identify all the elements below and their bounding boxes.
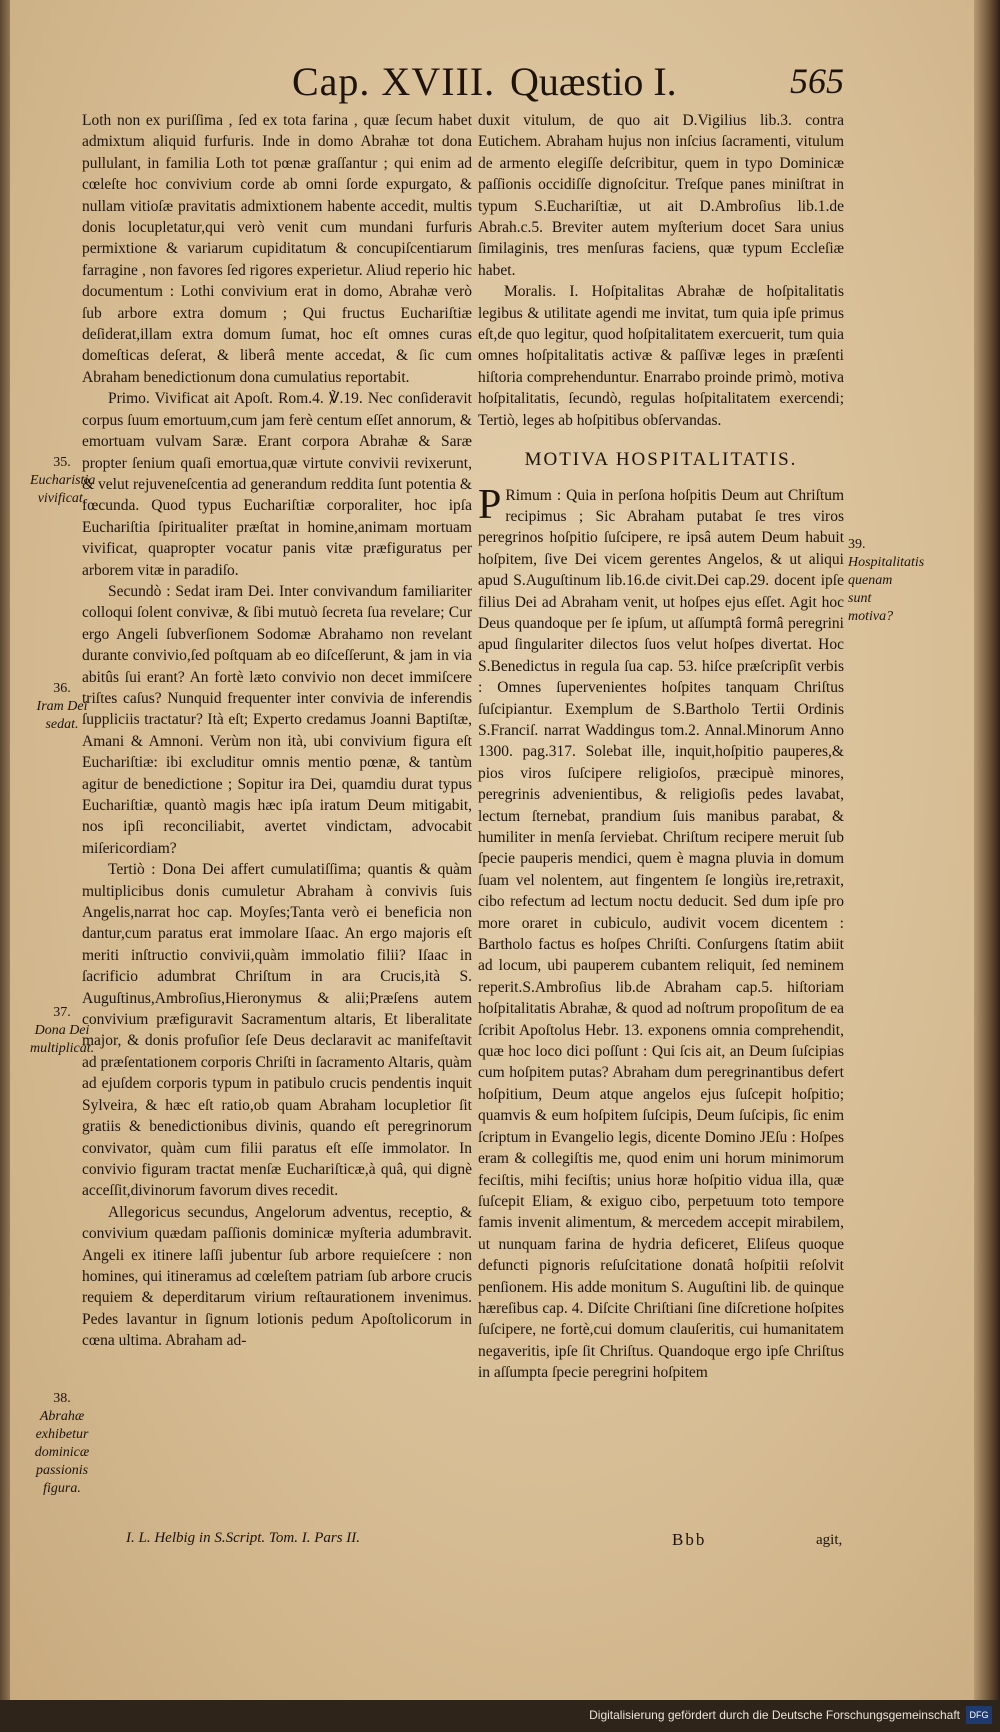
signature-mark: Bbb <box>672 1530 707 1549</box>
chapter-heading: Cap. XVIII. <box>292 59 496 104</box>
page-number: 565 <box>790 61 844 101</box>
margin-note-39 <box>848 536 925 626</box>
question-heading: Quæstio I. <box>510 59 677 104</box>
margin-note-number: 36. <box>53 681 71 696</box>
paragraph: Primo. Vivificat ait Apoſt. Rom.4. ℣.19. Nec conſideravit corpus ſuum emortuum,cum jam ferè centum eſſet annorum, & emortuam vulvam Saræ. Erant corpora Abrahæ & Saræ propter ſenium quaſi emortua,quæ virtute convivii revixerunt, & velut rejuveneſcentia ad generandum reddita ſunt potentia & fœcunda. Quod typus Euchariſtiæ corporaliter, hoc ipſa Euchariſtia ſpiritualiter præſtat in homine,animam mortuam vivificat, quapropter vocatur panis vitæ præfiguratus per arborem vitæ in paradiſo. <box>82 390 472 579</box>
margin-note-number: 38. <box>53 1391 71 1406</box>
margin-note-number: 35. <box>53 455 71 470</box>
paragraph-text: Rimum : Quia in perſona hoſpitis Deum aut Chriſtum recipimus ; Sic Abraham putabat ſe tres viros peregrinos hoſpitio ſuſcipere, re ipsâ autem Deum habuit hoſpitem, ſive Dei vicem gerentes Angelos, & ut aliqui apud S.Auguſtinum lib.16.de civit.Dei cap.29. docent ipſe filius Dei ad Abraham venit, ut hoſpes ejus eſſet. Agit hoc Deus quandoque per ſe ipſum, ut aſſumptâ formâ peregrini apud ſingulariter dilectos ſuos velut hoſpes divertat. Hoc S.Benedictus in regula ſua cap. 53. hiſce præſcripſit verbis : Omnes ſupervenientes hoſpites tanquam Chriſtus ſuſcipiantur. Exemplum de S.Bartholo Tertii Ordinis S.Franciſ. narrat Waddingus tom.2. Annal.Minorum Anno 1300. pag.317. Solebat ille, inquit,hoſpitio pauperes,& pios viros ſuſcipere religioſos, præcipuè minores, peregrinis advenientibus, & religioſis pedes lavabat, lectum ſternebat, prandium ſuis manibus parabat, & humiliter in menſa ſerviebat. Chriſtum recipere meruit ſub ſpecie pauperis mendici, quem è magna pluvia in domum ſuam vel nolentem, aut fingentem ſe longiùs ire,retraxit, cibo refectum ad lectum noctu deducit. Sed dum ipſe pro more oraret in cubiculo, audivit vocem dicentem : Bartholo factus es hoſpes Chriſti. Conſurgens ſtatim abiit ad locum, ubi pauperem cubantem reliquit, ſed neminem reperit.S.Ambroſius lib.de Abraham cap.5. hiſtoriam hoſpitalitatis Abrahæ, & quod ad noſtrum propoſitum de ea ſcribit Apoſtolus Hebr. 13. exponens omnia comprehendit, quæ hoc loco dici poſſunt : Qui ſcis ait, an Deum ſuſcipias cum hoſpitem putas? Abraham dum peregrinantibus defert hoſpitium, Deum atque angelos ejus ſuſcepit hoſpitio; quamvis & eum hoſpitem ſuſcipis, Deum ſuſcipis, ſic enim ſcriptum in Evangelio legis, dicente Domino JEſu : Hoſpes eram & collegiſtis me, quod enim uni horum minimorum feciſtis, mihi feciſtis; unius horæ hoſpitio vidua illa, quæ ſuſcepit Eliam, & exiguo cibo, perpetuum toto tempore famis invenit alimentum, & mercedem accepit mirabilem, ut nunquam farina de hydria deficeret, Eliſeus quoque defuncti pignoris reſuſcitatione donatâ hoſpitii reſolvit penſionem. His adde monitum S. Auguſtini lib. de quinque hæreſibus cap. 4. Diſcite Chriſtiani ſine diſcretione hoſpites ſuſcipere, ne fortè,cui domum clauſeritis, cui humanitatem negaveritis, ipſe ſit Chriſtus. Quandoque ergo ipſe Chriſtus in aſſumpta ſpecie peregrini hoſpitem <box>478 486 844 1382</box>
section-heading: MOTIVA HOSPITALITATIS. <box>524 449 798 471</box>
book-page <box>10 0 978 1700</box>
paragraph: Moralis. I. Hoſpitalitas Abrahæ de hoſpitalitatis legibus & utilitate agendi me invitat, tum quia ipſe primus eſt,de quo legitur, quod hoſpitalitatem exercuerit, tum quia omnes hoſpitalitatis activæ & paſſivæ leges in præſenti hiſtoria comprehenduntur. Enarrabo proinde primò, motiva hoſpitalitatis, ſecundò, regulas hoſpitalitatem exercendi; Tertiò, leges ab hoſpitibus obſervandas. <box>478 283 844 429</box>
margin-note-text: Abrahæ exhibetur dominicæ passionis figura. <box>34 1409 90 1496</box>
paragraph <box>478 481 844 1384</box>
left-text-column <box>82 110 472 1540</box>
author-footer-line: I. L. Helbig in S.Script. Tom. I. Pars II. <box>126 1530 361 1546</box>
paragraph: duxit vitulum, de quo ait D.Vigilius lib.3. contra Eutichem. Abraham hujus non inſcius ſacramenti, vitulum de armento elegiſſe deſcribitur, quem in typo Dominicæ paſſionis occidiſſe dignoſcitur. Treſque panes miniſtrat in typum S.Euchariſtiæ, ut ait D.Ambroſius lib.1.de Abrah.c.5. Breviter autem myſterium docet Sara unius ſimilaginis, tres menſuras faciens, quæ typum Eccleſiæ habet. <box>478 112 844 279</box>
margin-note-number: 37. <box>53 1005 71 1020</box>
catchword: agit, <box>816 1532 843 1548</box>
margin-note-text: Eucharistia vivificat. <box>30 473 96 506</box>
drop-cap: P <box>478 481 502 528</box>
page-edge <box>974 0 1000 1700</box>
right-text-column <box>478 110 844 1550</box>
digitization-note: Digitalisierung gefördert durch die Deutsche Forschungsgemeinschaft <box>589 1708 960 1722</box>
margin-note-text: Hospitalitatis quenam sunt motiva? <box>848 555 925 624</box>
paragraph: Allegoricus secundus, Angelorum adventus, receptio, & convivium quædam paſſionis dominicæ myſteria adumbravit. Angeli ex itinere laſſi jubentur ſub arbore requieſcere : non homines, qui itineramus ad cœleſtem patriam ſub arbore crucis requiem & deperditarum virium reſtaurationem invenimus. Pedes lavantur in ſignum lotionis pedum Apoſtolicorum in cœna ultima. Abraham ad- <box>82 1203 472 1350</box>
digitization-bar <box>0 1700 1000 1732</box>
margin-note-text: Iram Dei sedat. <box>36 699 88 732</box>
paragraph: Loth non ex puriſſima , ſed ex tota farina , quæ ſecum habet admixtum aliquid furfuris. Inde in domo Abrahæ tot dona pullulant, in familia Loth tot pœnæ graſſantur ; qui enim ad cœleſte hoc convivium corde ab omni ſorde expurgato, & nullam vitioſæ pravitatis admixtionem habente accedit, multis donis locupletatur,qui verò venit cum mundani furfuris permixtione & variarum cupiditatum & concupiſcentiarum farragine , non favores ſed rigores experietur. Aliud reperio hic documentum : Lothi convivium erat in domo, Abrahæ verò ſub arbore extra domum ; Qui fructus Euchariſtiæ deſiderat,illam extra domum ſumat, hoc eſt omnes curas domeſticas deſerat, & liberâ mente accedat, & ſic cum Abraham benedictionum dona cumulatius reportabit. <box>82 112 472 386</box>
paragraph: Secundò : Sedat iram Dei. Inter convivandum familiariter colloqui ſolent convivæ, & ſibi mutuò ſecreta ſua revelare; Cur ergo Angeli ſubverſionem Sodomæ Abrahamo non revelant durante convivio,ſed poſtquam ab eo diſceſſerunt, & jam in via abitûs ſui erant? An fortè læto convivio non decet immiſcere triſtes caſus? Nunquid frequenter inter convivia de inferendis ſuppliciis tractatur? Ità eſt; Experto credamus Joanni Baptiſtæ, Amani & Amnoni. Verùm non ità, ubi convivium figura eſt Euchariſtiæ: ibi excluditur omnis mentio pœnæ, & tantùm agitur de benedictione ; Sopitur ira Dei, quamdiu durat typus Euchariſtiæ, quantò magis hæc ipſa iratum Deum mitigabit, nos ipſi reconciliabit, avertet vindictam, advocabit miſericordiam? <box>82 582 472 857</box>
paragraph: Tertiò : Dona Dei affert cumulatiſſima; quantis & quàm multiplicibus donis cumuletur Abraham à convivis ſuis Angelis,narrat hoc cap. Moyſes;Tanta verò ei beneficia non dantur,cum paratus erat immolare Iſaac. An ergo majoris eſt meriti inſtructio convivii,quàm immolatio filii? Iſaac in ſacrificio adumbrat Chriſtum in ara Crucis,ità S. Auguſtinus,Ambroſius,Hieronymus & alii;Præſens autem convivium præfiguravit Sacramentum altaris, Et liberalitate major, & donis profuſior ſeſe Deus declaravit ac manifeſtavit ad præſentationem corporis Chriſti in ſacramento Altaris, quàm ad ejuſdem corporis typum in patibulo crucis pendentis inquit Sylveira, & hæc eſt ratio,ob quam Abraham locupletior ſit gratiis & benedictionibus divinis, quando eſt peregrinorum convivator, quàm cum filii paratus eſt eſſe immolator. In convivio figuram tractat menſæ Euchariſticæ,à quâ, qui dignè acceſſit,divinorum favorum dives recedit. <box>82 861 472 1200</box>
dfg-logo: DFG <box>966 1706 992 1724</box>
margin-note-number: 39. <box>848 537 866 552</box>
margin-note-text: Dona Dei multiplicat. <box>30 1023 95 1056</box>
running-header <box>10 58 978 108</box>
